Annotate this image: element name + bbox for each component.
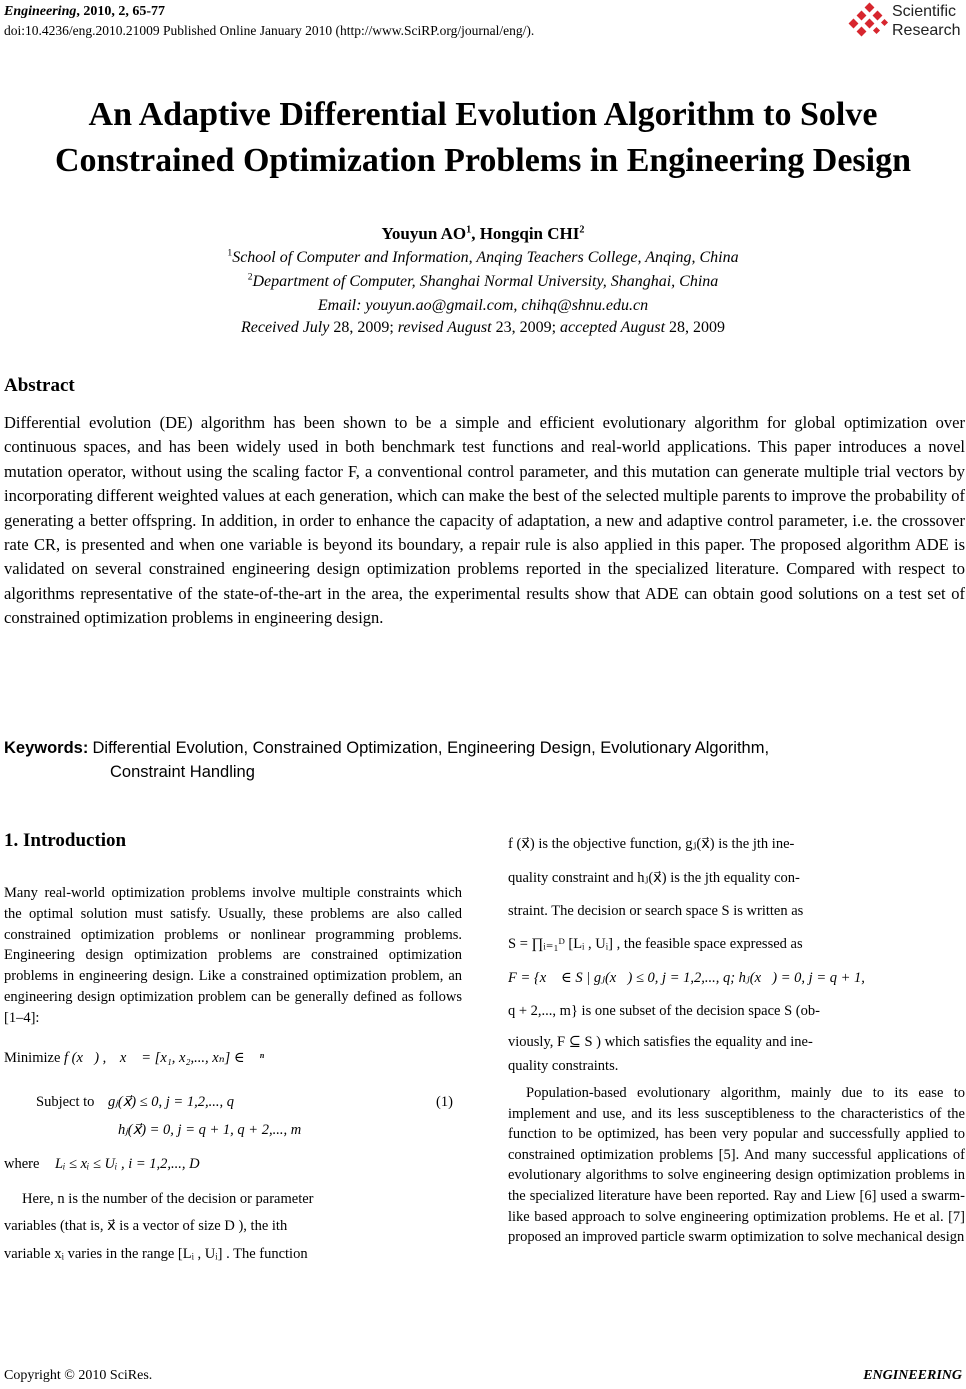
para2-line2: variables (that is, x⃗ is a vector of size D ), the ith bbox=[4, 1218, 288, 1234]
keywords-label: Keywords: bbox=[4, 739, 89, 757]
abstract-heading: Abstract bbox=[4, 375, 75, 396]
para2-line1: Here, n is the number of the decision or parameter bbox=[22, 1191, 314, 1207]
keywords-line1: Differential Evolution, Constrained Optimization, Engineering Design, Evolutionary Algorithm, bbox=[92, 739, 770, 757]
logo-diamond-icon bbox=[848, 2, 890, 42]
email-address[interactable]: : youyun.ao@gmail.com, chihq@shnu.edu.cn bbox=[356, 297, 649, 314]
col2-line2: quality constraint and hⱼ(x⃗) is the jth equality con- bbox=[508, 870, 800, 886]
col2-line7: viously, F ⊆ S ) which satisfies the equality and ine- bbox=[508, 1034, 813, 1050]
para2-line3: variable xᵢ varies in the range [Lᵢ , Uᵢ] . The function bbox=[4, 1246, 308, 1262]
author-name: Hongqin CHI bbox=[479, 224, 580, 243]
col2-line3: straint. The decision or search space S is written as bbox=[508, 903, 804, 919]
journal-name: Engineering bbox=[4, 4, 77, 19]
where-line: where Lᵢ ≤ xᵢ ≤ Uᵢ , i = 1,2,..., D bbox=[4, 1156, 200, 1172]
col2-line6: q + 2,..., m} is one subset of the decision space S (ob- bbox=[508, 1003, 820, 1019]
journal-volume: , 2010, 2, 65-77 bbox=[76, 4, 166, 19]
journal-citation bbox=[4, 3, 165, 20]
doi-line: doi:10.4236/eng.2010.21009 Published Online January 2010 (http://www.SciRP.org/journal/eng/). bbox=[4, 23, 535, 38]
intro-paragraph-3: Population-based evolutionary algorithm, mainly due to its ease to implement and use, and its less susceptibleness to the characteristics of the function to be optimized, has been very popular and successfully applied to constrained optimization problems [5]. And many successful applications of evolutionary algorithms to solve engineering design optimization problems in the specialized literature have been reported. Ray and Liew [6] used a swarm-like based approach to solve engineering optimization problems. He et al. [7] proposed an improved particle swarm optimization to solve mechanical design bbox=[508, 1085, 965, 1246]
email-line: Email: youyun.ao@gmail.com, chihq@shnu.edu.cn bbox=[317, 297, 649, 314]
minimize-line: Minimize f (x⃗) , x⃗ = [x₁, x₂,..., xₙ] ∈ ℜⁿ bbox=[4, 1050, 265, 1066]
abstract-body: Differential evolution (DE) algorithm has been shown to be a simple and efficient evolutionary algorithm for global optimization over continuous spaces, and has been widely used in both benchmark test functions and real-world applications. This paper introduces a novel mutation operator, without using the scaling factor F, a conventional control parameter, and this mutation can generate multiple trial vectors by incorporating different weighted values at each generation, which can make the best of the selected multiple parents to improve the probability of generating a better offspring. In addition, in order to enhance the capacity of adaptation, a new and adaptive control parameter, i.e. the crossover rate CR, is presented and when one variable is beyond its boundary, a repair rule is also applied in this paper. The proposed algorithm ADE is validated on several constrained engineering design optimization problems reported in the specialized literature. Compared with respect to algorithms representative of the state-of-the-art in the area, the experimental results show that ADE can obtain good solutions on a test set of constrained optimization problems in engineering design. bbox=[4, 413, 965, 628]
affiliation-2: $^2$Department of Computer, Shanghai Normal University, Shanghai, China bbox=[247, 271, 719, 290]
constraint-h-line: hⱼ(x⃗) = 0, j = q + 1, q + 2,..., m bbox=[118, 1122, 302, 1138]
intro-paragraph-1: Many real-world optimization problems involve multiple constraints which the optimal solution must satisfy. Usually, these problems are also called constrained optimization problems or nonlinear programming problems. Engineering design optimization problems are constrained optimization problems in engineering design. Like a constrained optimization problem, an engineering design optimization problem can be generally defined as follows [1–4]: bbox=[4, 885, 462, 1026]
section-heading-introduction: 1. Introduction bbox=[4, 830, 127, 851]
col2-line1: f (x⃗) is the objective function, gⱼ(x⃗) is the jth ine- bbox=[508, 836, 795, 852]
col2-line8: quality constraints. bbox=[508, 1058, 619, 1074]
footer-copyright: Copyright © 2010 SciRes. bbox=[4, 1368, 153, 1383]
author-name: Youyun AO bbox=[381, 224, 467, 243]
dates-line: Received July 28, 2009; revised August 23, 2009; accepted August 28, 2009 bbox=[240, 319, 726, 336]
paper-title: An Adaptive Differential Evolution Algorithm to Solve Constrained Optimization Problems in Engineering Design bbox=[54, 96, 912, 179]
keywords bbox=[4, 736, 965, 784]
col2-line4: S = ∏ᵢ₌₁ᴰ [Lᵢ , Uᵢ] , the feasible space expressed as bbox=[508, 936, 803, 952]
col2-line5: F = {x⃗ ∈ S | gⱼ(x⃗) ≤ 0, j = 1,2,..., q; hⱼ(x⃗) = 0, j = q + 1, bbox=[508, 970, 865, 986]
logo-text: Scientific Research bbox=[892, 3, 961, 39]
equation-number: (1) bbox=[436, 1094, 453, 1110]
keywords-line2: Constraint Handling bbox=[110, 763, 255, 781]
publisher-logo bbox=[848, 2, 966, 42]
affiliation-1: $^1$School of Computer and Information, Anqing Teachers College, Anqing, China bbox=[227, 247, 739, 266]
footer-journal: ENGINEERING bbox=[863, 1368, 962, 1383]
constraint-g-line: Subject to gⱼ(x⃗) ≤ 0, j = 1,2,..., q bbox=[36, 1094, 234, 1110]
author-list: Youyun $AO^1$, Hongqin CHI$^2$ bbox=[381, 224, 585, 243]
